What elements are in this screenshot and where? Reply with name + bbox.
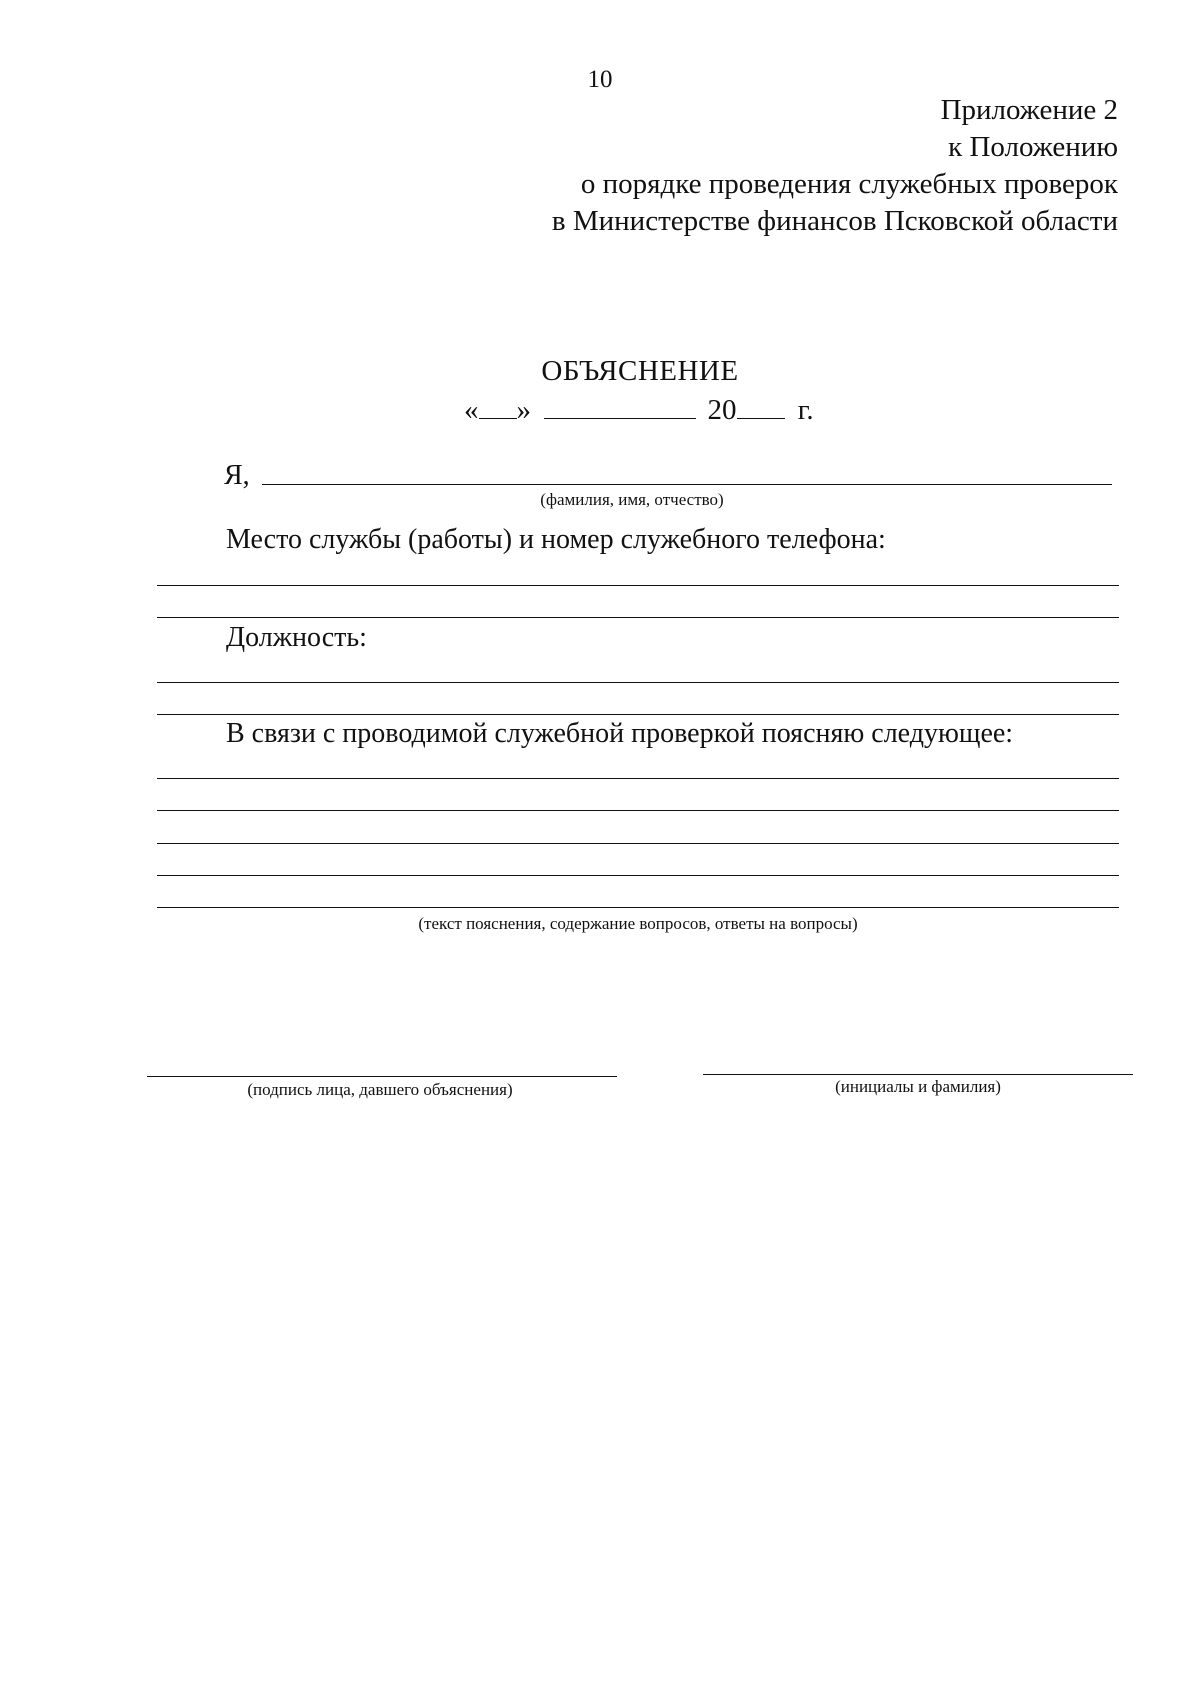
explanation-label: В связи с проводимой служебной проверкой поясняю следующее:	[226, 718, 1014, 749]
explanation-line-2[interactable]	[157, 810, 1119, 811]
name-field-line[interactable]	[262, 484, 1112, 485]
initials-caption: (инициалы и фамилия)	[835, 1077, 1001, 1096]
annex-line-4: в Министерстве финансов Псковской области	[551, 205, 1118, 237]
day-blank[interactable]	[479, 390, 517, 419]
explanation-line-4[interactable]	[157, 875, 1119, 876]
document-title: ОБЪЯСНЕНИЕ	[541, 355, 739, 387]
explanation-line-3[interactable]	[157, 843, 1119, 844]
workplace-line-2[interactable]	[157, 617, 1119, 618]
month-blank[interactable]	[544, 390, 696, 419]
date-close-quote: »	[516, 394, 531, 426]
date-open-quote: «	[464, 394, 479, 426]
explanation-line-5[interactable]	[157, 907, 1119, 908]
explanation-line-1[interactable]	[157, 778, 1119, 779]
position-line-2[interactable]	[157, 714, 1119, 715]
position-line-1[interactable]	[157, 682, 1119, 683]
explanation-caption: (текст пояснения, содержание вопросов, ответы на вопросы)	[418, 914, 858, 933]
name-caption: (фамилия, имя, отчество)	[540, 490, 724, 509]
page-number: 10	[587, 66, 613, 93]
annex-header	[552, 92, 1118, 240]
signature-line[interactable]	[147, 1076, 617, 1077]
initials-line[interactable]	[703, 1074, 1133, 1075]
ya-label: Я,	[224, 460, 250, 491]
year-prefix: 20	[707, 394, 737, 426]
workplace-label: Место службы (работы) и номер служебного телефона:	[226, 524, 886, 555]
date-line	[464, 390, 814, 427]
signature-caption: (подпись лица, давшего объяснения)	[247, 1080, 513, 1099]
year-suffix: г.	[797, 394, 814, 426]
annex-line-1: Приложение 2	[940, 94, 1118, 126]
position-label: Должность:	[226, 622, 367, 653]
year-blank[interactable]	[737, 390, 785, 419]
workplace-line-1[interactable]	[157, 585, 1119, 586]
annex-line-3: о порядке проведения служебных проверок	[580, 168, 1118, 200]
annex-line-2: к Положению	[948, 131, 1118, 163]
